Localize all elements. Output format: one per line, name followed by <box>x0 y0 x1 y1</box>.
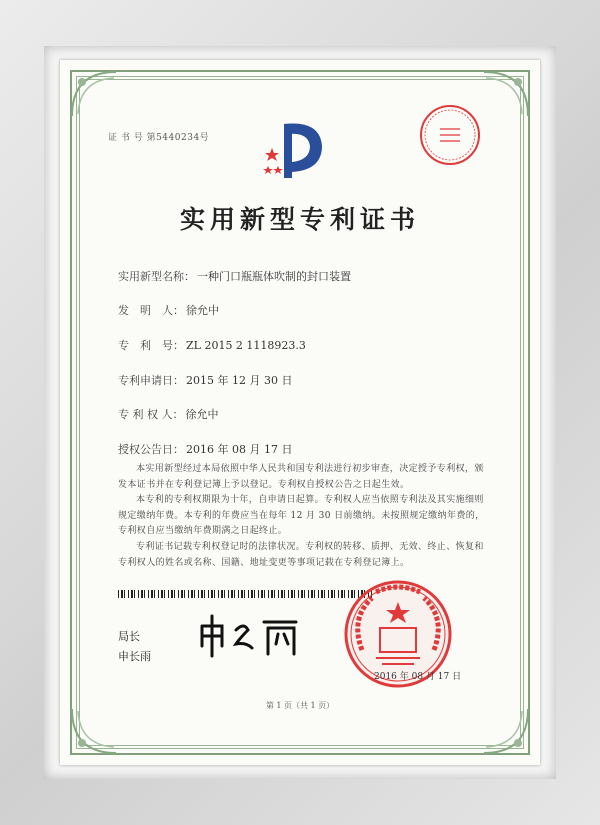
certification-seal-icon <box>418 103 482 167</box>
field-value: 徐允中 <box>185 408 219 421</box>
field-label: 专 利 权 人： <box>118 408 184 421</box>
body-paragraph: 专利证书记载专利权登记时的法律状况。专利权的转移、质押、无效、终止、恢复和专利权人的姓名或名称、国籍、地址变更等事项记载在专利登记簿上。 <box>118 542 484 568</box>
signature-icon <box>196 612 306 660</box>
field-value: 徐允中 <box>186 304 219 317</box>
field-patent-number <box>118 337 306 353</box>
field-value: ZL 2015 2 1118923.3 <box>186 339 306 352</box>
field-application-date <box>118 372 292 388</box>
field-inventor <box>118 302 219 318</box>
field-patentee <box>118 406 219 422</box>
field-value: 一种门口瓶瓶体吹制的封口装置 <box>197 270 351 283</box>
director-title: 局长 <box>118 630 140 643</box>
field-label: 发 明 人： <box>118 304 184 317</box>
field-label: 授权公告日： <box>118 443 184 456</box>
certificate-number: 证 书 号 第5440234号 <box>108 133 210 143</box>
field-value: 2016 年 08 月 17 日 <box>186 443 293 456</box>
field-grant-date <box>118 441 292 457</box>
field-utility-model-name <box>118 268 351 284</box>
sipo-logo-icon <box>262 118 332 182</box>
corner-ornament-icon <box>68 705 120 757</box>
director-name: 申长雨 <box>118 650 151 663</box>
body-paragraph: 本实用新型经过本局依照中华人民共和国专利法进行初步审查，决定授予专利权，颁发本证书并在专利登记簿上予以登记。专利权自授权公告之日起生效。 <box>118 464 484 490</box>
corner-ornament-icon <box>480 68 532 120</box>
corner-ornament-icon <box>480 705 532 757</box>
seal-date: 2016 年 08 月 17 日 <box>374 672 462 682</box>
page-number: 第 1 页（共 1 页） <box>265 701 335 710</box>
barcode-icon <box>118 590 372 598</box>
field-label: 实用新型名称： <box>118 270 195 283</box>
body-paragraph: 本专利的专利权期限为十年，自申请日起算。专利权人应当依照专利法及其实施细则规定缴纳年费。本专利的年费应当在每年 12 月 30 日前缴纳。未按照规定缴纳年费的，专利权自应当缴纳年费期满之日起终止。 <box>118 495 485 536</box>
field-value: 2015 年 12 月 30 日 <box>186 374 293 387</box>
field-label: 专利申请日： <box>118 374 184 387</box>
corner-ornament-icon <box>68 68 120 120</box>
field-label: 专 利 号： <box>118 339 184 352</box>
certificate-title: 实用新型专利证书 <box>179 205 420 234</box>
